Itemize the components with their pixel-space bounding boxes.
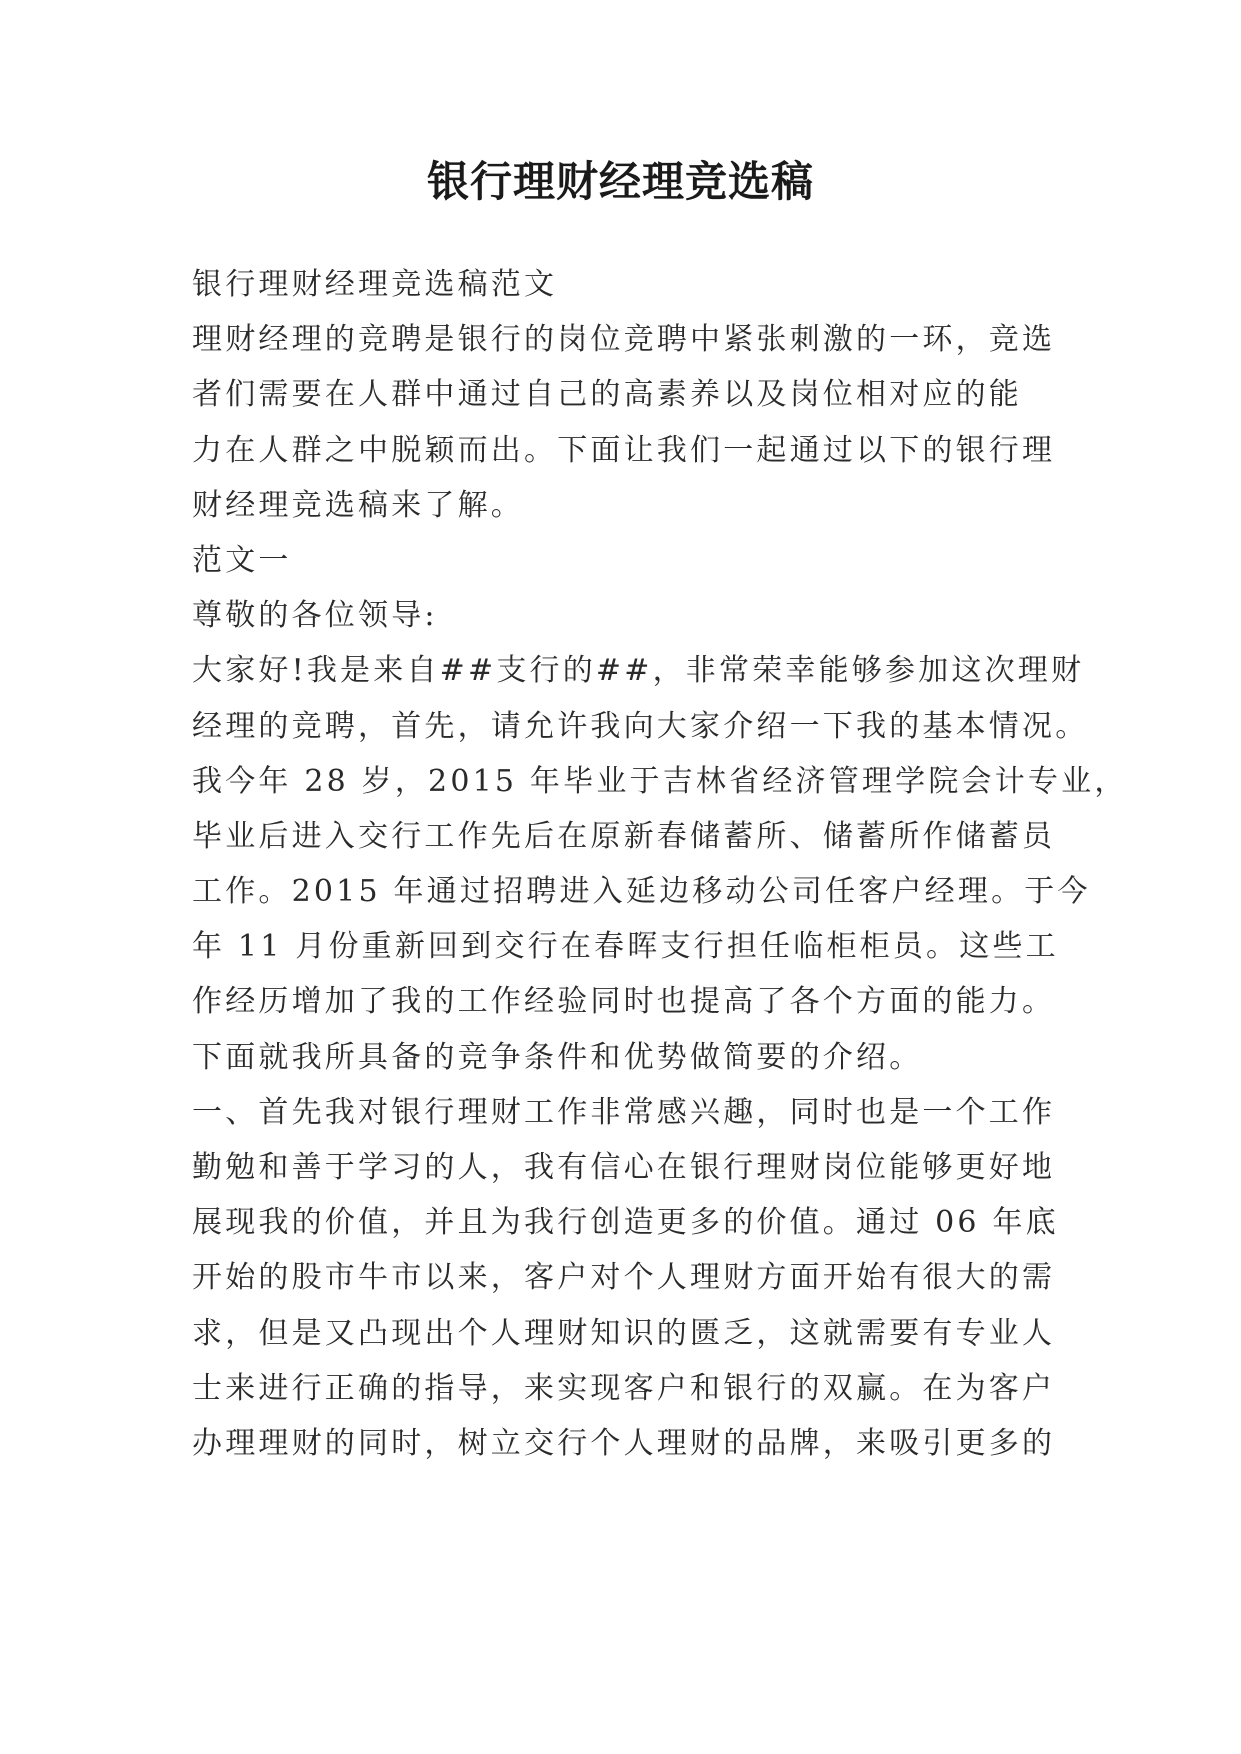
text-line: 尊敬的各位领导: [192,598,438,634]
text-line: 财经理竞选稿来了解。 [192,487,524,523]
text-line: 一、首先我对银行理财工作非常感兴趣，同时也是一个工作 [192,1094,1056,1130]
text-line: 勤勉和善于学习的人，我有信心在银行理财岗位能够更好地 [192,1150,1056,1185]
text-line: 开始的股市牛市以来，客户对个人理财方面开始有很大的需 [192,1260,1056,1296]
text-line: 力在人群之中脱颖而出。下面让我们一起通过以下的银行理 [192,432,1056,468]
text-line: 工作。2015 年通过招聘进入延边移动公司任客户经理。于今 [192,874,1091,910]
text-line: 求，但是又凸现出个人理财知识的匮乏，这就需要有专业人 [192,1315,1056,1351]
text-line: 展现我的价值，并且为我行创造更多的价值。通过 06 年底 [192,1205,1059,1241]
document-body [192,257,1128,1471]
text-line: 作经历增加了我的工作经验同时也提高了各个方面的能力。 [192,984,1056,1020]
text-line: 我今年 28 岁，2015 年毕业于吉林省经济管理学院会计专业， [192,763,1128,799]
text-line: 士来进行正确的指导，来实现客户和银行的双赢。在为客户 [192,1370,1056,1406]
text-line: 办理理财的同时，树立交行个人理财的品牌，来吸引更多的 [192,1425,1056,1461]
text-line: 银行理财经理竞选稿范文 [192,267,558,302]
text-line: 者们需要在人群中通过自己的高素养以及岗位相对应的能 [192,377,1022,413]
text-line: 经理的竞聘，首先，请允许我向大家介绍一下我的基本情况。 [192,708,1089,744]
text-line: 下面就我所具备的竞争条件和优势做简要的介绍。 [192,1039,923,1075]
text-line: 范文一 [192,542,292,578]
text-line: 大家好!我是来自##支行的##，非常荣幸能够参加这次理财 [192,653,1085,689]
text-line: 理财经理的竞聘是银行的岗位竞聘中紧张刺激的一环，竞选 [192,322,1056,358]
text-line: 年 11 月份重新回到交行在春晖支行担任临柜柜员。这些工 [192,929,1059,965]
document-title: 银行理财经理竞选稿 [426,157,814,206]
text-line: 毕业后进入交行工作先后在原新春储蓄所、储蓄所作储蓄员 [192,818,1056,854]
